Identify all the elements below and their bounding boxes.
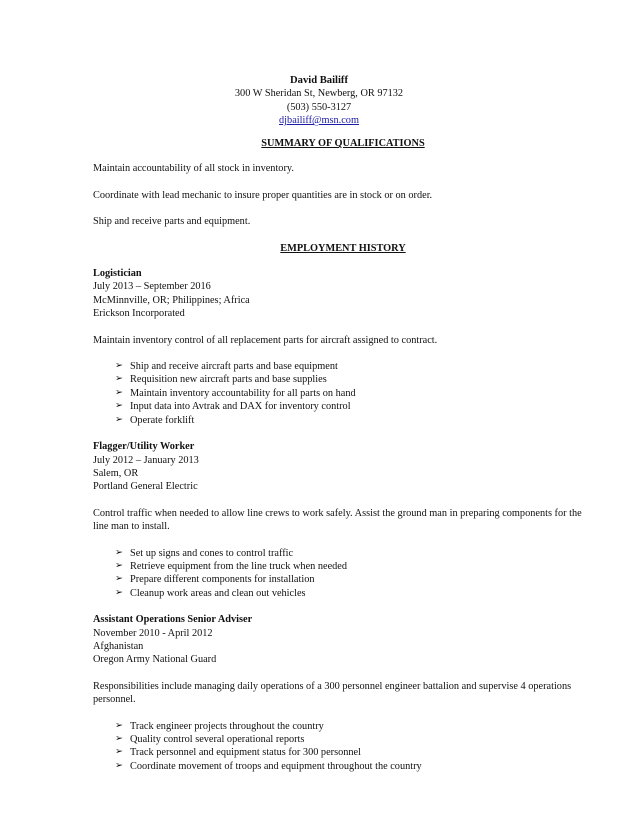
job-duties-list	[93, 360, 593, 427]
job-description: Responsibilities include managing daily operations of a 300 personnel engineer battalion and supervise 4 operations personnel.	[93, 680, 572, 706]
address-line: 300 W Sheridan St, Newberg, OR 97132	[234, 88, 404, 100]
list-item	[115, 560, 593, 573]
arrow-bullet-icon: ➢	[115, 720, 123, 731]
list-item	[115, 746, 593, 759]
duty-text: Maintain inventory accountability for all parts on hand	[130, 387, 356, 399]
arrow-bullet-icon: ➢	[115, 547, 123, 558]
list-item	[115, 547, 593, 560]
duty-text: Retrieve equipment from the line truck when needed	[130, 560, 348, 572]
job-employer: Erickson Incorporated	[93, 308, 185, 320]
arrow-bullet-icon: ➢	[115, 734, 123, 744]
summary-item: Ship and receive parts and equipment.	[93, 216, 251, 228]
resume-body	[93, 137, 593, 786]
duty-text: Cleanup work areas and clean out vehicles	[130, 587, 306, 599]
email-link[interactable]: djbailiff@msn.com	[279, 115, 359, 127]
duty-text: Input data into Avtrak and DAX for inventory control	[130, 401, 351, 413]
list-item	[115, 373, 593, 386]
arrow-bullet-icon: ➢	[115, 560, 123, 571]
job-duties-list	[93, 720, 593, 774]
list-item	[115, 360, 593, 373]
job-entry	[93, 613, 593, 667]
arrow-bullet-icon: ➢	[115, 401, 123, 412]
duty-text: Quality control several operational reports	[130, 734, 305, 745]
duty-text: Ship and receive aircraft parts and base equipment	[130, 361, 338, 373]
list-item	[115, 733, 593, 746]
arrow-bullet-icon: ➢	[115, 760, 123, 771]
job-location: McMinnville, OR; Philippines; Africa	[93, 294, 250, 306]
arrow-bullet-icon: ➢	[115, 387, 123, 398]
duty-text: Coordinate movement of troops and equipment throughout the country	[130, 760, 422, 772]
job-title: Flagger/Utility Worker	[93, 441, 195, 453]
list-item	[115, 414, 593, 427]
list-item	[115, 720, 593, 733]
list-item	[115, 573, 593, 586]
duty-text: Set up signs and cones to control traffic	[130, 547, 294, 559]
arrow-bullet-icon: ➢	[115, 361, 123, 372]
arrow-bullet-icon: ➢	[115, 374, 123, 385]
job-location: Afghanistan	[93, 640, 144, 652]
job-duties-list	[93, 547, 593, 601]
job-dates: November 2010 - April 2012	[93, 627, 213, 639]
duty-text: Track personnel and equipment status for 300 personnel	[130, 747, 361, 759]
job-entry	[93, 267, 593, 321]
job-title: Assistant Operations Senior Adviser	[93, 614, 253, 626]
arrow-bullet-icon: ➢	[115, 587, 123, 598]
job-employer: Portland General Electric	[93, 481, 198, 493]
summary-section-title: SUMMARY OF QUALIFICATIONS	[261, 138, 425, 149]
job-employer: Oregon Army National Guard	[93, 654, 217, 666]
job-entry	[93, 440, 593, 494]
list-item	[115, 760, 593, 773]
duty-text: Operate forklift	[130, 414, 195, 426]
job-location: Salem, OR	[93, 467, 139, 479]
arrow-bullet-icon: ➢	[115, 747, 123, 758]
duty-text: Requisition new aircraft parts and base supplies	[130, 374, 327, 386]
job-title: Logistician	[93, 268, 142, 280]
duty-text: Prepare different components for installation	[130, 574, 315, 586]
arrow-bullet-icon: ➢	[115, 574, 123, 585]
duty-text: Track engineer projects throughout the country	[130, 720, 324, 732]
applicant-name: David Bailiff	[290, 75, 348, 86]
phone-number: (503) 550-3127	[286, 101, 352, 113]
job-dates: July 2013 – September 2016	[93, 281, 211, 293]
job-description: Control traffic when needed to allow line crews to work safely. Assist the ground man in preparing components for the line man to install.	[93, 507, 582, 533]
summary-item: Coordinate with lead mechanic to insure proper quantities are in stock or on order.	[93, 189, 433, 201]
job-dates: July 2012 – January 2013	[93, 454, 199, 466]
list-item	[115, 400, 593, 413]
employment-section-title: EMPLOYMENT HISTORY	[280, 242, 406, 254]
resume-header	[0, 74, 638, 128]
job-description: Maintain inventory control of all replacement parts for aircraft assigned to contract.	[93, 334, 438, 346]
arrow-bullet-icon: ➢	[115, 414, 123, 425]
list-item	[115, 387, 593, 400]
list-item	[115, 587, 593, 600]
summary-item: Maintain accountability of all stock in inventory.	[93, 163, 294, 175]
